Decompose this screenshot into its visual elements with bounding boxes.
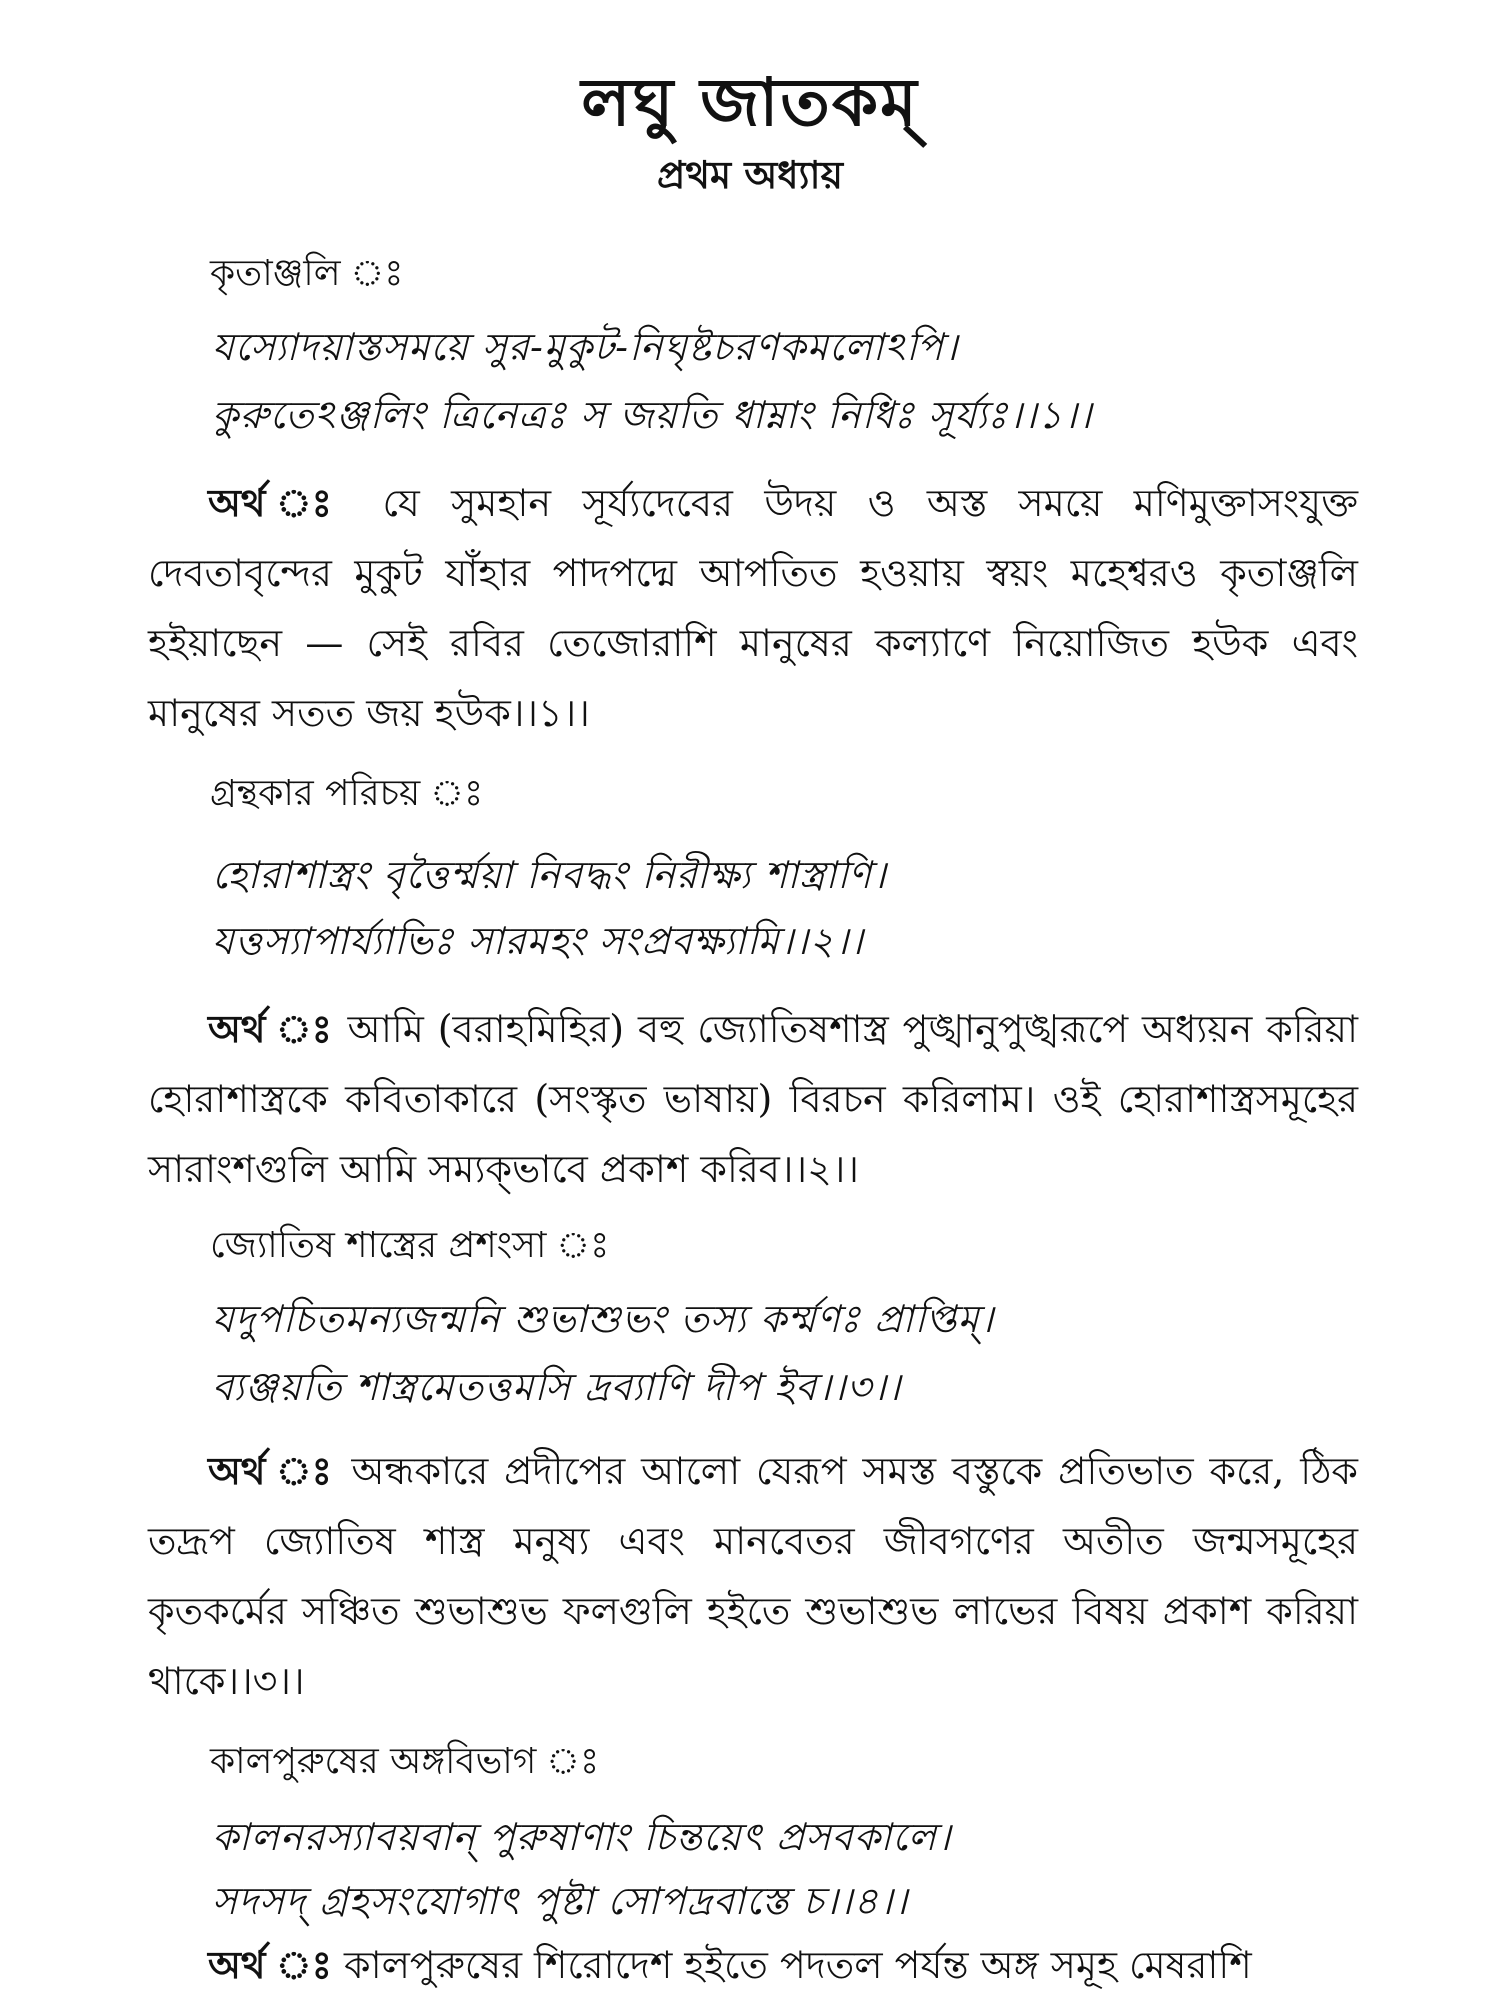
verse-line: সদসদ্ গ্রহসংযোগাৎ পুষ্টা সোপদ্রবাস্তে চ।।৪।। [212, 1879, 909, 1923]
verse-line: যস্যোদয়াস্তসময়ে সুর-মুকুট-নিঘৃষ্টচরণকমলোঽপি। [212, 325, 959, 369]
verse-line: ব্যঞ্জয়তি শাস্ত্রমেতত্তমসি দ্রব্যাণি দীপ ইব।।৩।। [212, 1365, 902, 1409]
section-heading: কালপুরুষের অঙ্গবিভাগ ঃ [210, 1741, 600, 1782]
meaning-label: অর্থ ঃ [208, 1006, 334, 1051]
verse-line: যদুপচিতমন্যজন্মনি শুভাশুভং তস্য কর্ম্মণঃ প্রাপ্তিম্। [212, 1297, 995, 1341]
document-title: লঘু জাতকম্ [581, 63, 919, 141]
verse-line: হোরাশাস্ত্রং বৃত্তৈর্ম্ময়া নিবদ্ধং নিরীক্ষ্য শাস্ত্রাণি। [212, 853, 887, 897]
meaning-text: যে সুমহান সূর্য্যদেবের উদয় ও অস্ত সময়ে মণিমুক্তাসংযুক্ত দেবতাবৃন্দের মুকুট যাঁহার পাদপদ্মে আপতিত হওয়ায় স্বয়ং মহেশ্বরও কৃতাঞ্জলি হইয়াছেন — সেই রবির তেজোরাশি মানুষের কল্যাণে নিয়োজিত হউক এবং মানুষের সতত জয় হউক।।১।। [148, 481, 1358, 735]
section-heading: গ্রন্থকার পরিচয় ঃ [210, 773, 484, 814]
meaning-text: কালপুরুষের শিরোদেশ হইতে পদতল পর্যন্ত অঙ্গ সমূহ মেষরাশি [343, 1943, 1252, 1987]
chapter-heading: প্রথম অধ্যায় [657, 152, 843, 197]
verse-line: কুরুতেঽঞ্জলিং ত্রিনেত্রঃ স জয়তি ধাম্নাং নিধিঃ সূর্য্যঃ।।১।। [212, 393, 1093, 437]
meaning-label: অর্থ ঃ [208, 480, 352, 525]
verse-line: যত্তস্যাপার্য্যাভিঃ সারমহং সংপ্রবক্ষ্যামি।।২।। [212, 919, 864, 963]
meaning-paragraph [148, 1930, 1358, 2000]
meaning-label: অর্থ ঃ [208, 1942, 332, 1987]
meaning-paragraph [148, 468, 1358, 748]
meaning-text: আমি (বরাহমিহির) বহু জ্যোতিষশাস্ত্র পুঙ্খানুপুঙ্খরূপে অধ্যয়ন করিয়া হোরাশাস্ত্রকে কবিতাকারে (সংস্কৃত ভাষায়) বিরচন করিলাম। ওই হোরাশাস্ত্রসমূহের সারাংশগুলি আমি সম্যক্‌ভাবে প্রকাশ করিব।।২।। [148, 1007, 1358, 1191]
meaning-text: অন্ধকারে প্রদীপের আলো যেরূপ সমস্ত বস্তুকে প্রতিভাত করে, ঠিক তদ্রূপ জ্যোতিষ শাস্ত্র মনুষ্য এবং মানবেতর জীবগণের অতীত জন্মসমূহের কৃতকর্মের সঞ্চিত শুভাশুভ ফলগুলি হইতে শুভাশুভ লাভের বিষয় প্রকাশ করিয়া থাকে।।৩।। [148, 1449, 1358, 1703]
meaning-paragraph [148, 1436, 1358, 1716]
meaning-paragraph [148, 994, 1358, 1204]
section-heading: জ্যোতিষ শাস্ত্রের প্রশংসা ঃ [210, 1225, 610, 1266]
verse-line: কালনরস্যাবয়বান্ পুরুষাণাং চিন্তয়েৎ প্রসবকালে। [212, 1815, 952, 1859]
meaning-label: অর্থ ঃ [208, 1448, 336, 1493]
section-heading: কৃতাঞ্জলি ঃ [210, 253, 404, 294]
